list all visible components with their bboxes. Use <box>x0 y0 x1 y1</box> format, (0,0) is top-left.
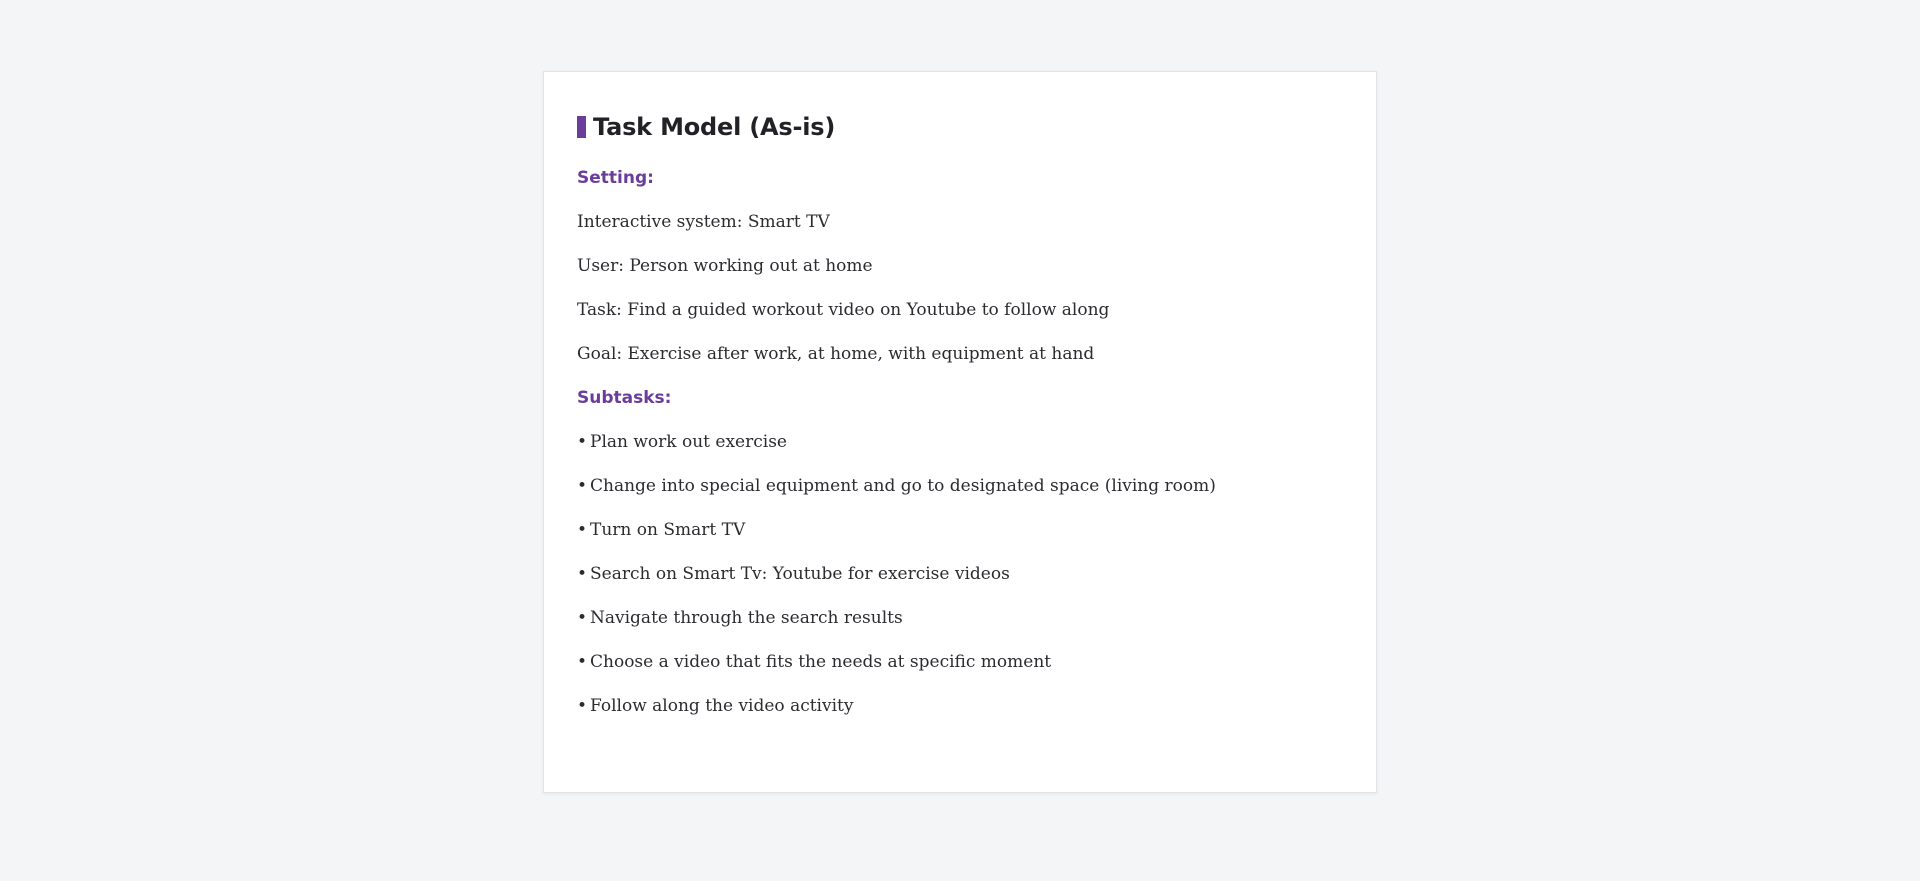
setting-line-system: Interactive system: Smart TV <box>577 212 830 232</box>
subtask-item-label: Turn on Smart TV <box>590 520 746 540</box>
subtask-item <box>577 650 1343 674</box>
subtask-item <box>577 562 1343 586</box>
subtask-item <box>577 694 1343 718</box>
subtask-item-label: Navigate through the search results <box>590 608 903 628</box>
bullet-icon: • <box>577 476 588 496</box>
bullet-icon: • <box>577 608 588 628</box>
task-model-card <box>543 71 1377 793</box>
setting-line-user: User: Person working out at home <box>577 256 873 276</box>
bullet-icon: • <box>577 432 588 452</box>
subtask-item <box>577 474 1343 498</box>
subtask-item-label: Plan work out exercise <box>590 432 787 452</box>
title-accent-bar <box>577 116 586 138</box>
page-title: Task Model (As-is) <box>593 113 836 141</box>
subtask-item-label: Change into special equipment and go to designated space (living room) <box>590 476 1216 496</box>
subtask-item <box>577 518 1343 542</box>
bullet-icon: • <box>577 652 588 672</box>
subtask-item-label: Follow along the video activity <box>590 696 854 716</box>
setting-line-task: Task: Find a guided workout video on Youtube to follow along <box>577 300 1110 320</box>
setting-line-goal: Goal: Exercise after work, at home, with equipment at hand <box>577 344 1095 364</box>
setting-heading: Setting: <box>577 168 654 188</box>
bullet-icon: • <box>577 564 588 584</box>
subtask-item <box>577 430 1343 454</box>
subtask-item <box>577 606 1343 630</box>
subtasks-heading: Subtasks: <box>577 388 672 408</box>
subtask-item-label: Search on Smart Tv: Youtube for exercise videos <box>590 564 1010 584</box>
subtask-item-label: Choose a video that fits the needs at specific moment <box>590 652 1052 672</box>
title-row <box>577 110 1343 144</box>
bullet-icon: • <box>577 520 588 540</box>
bullet-icon: • <box>577 696 588 716</box>
